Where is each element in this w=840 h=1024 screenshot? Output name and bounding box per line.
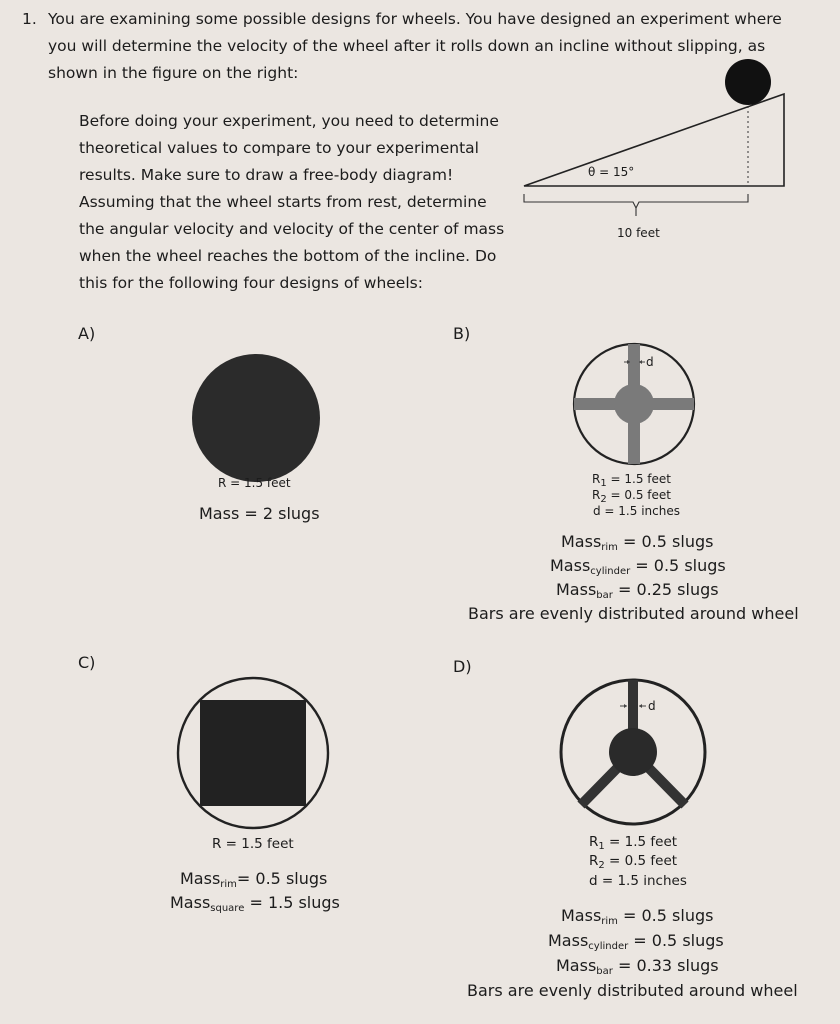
problem-number: 1.: [22, 10, 37, 28]
wheel-d-mass-cylinder: Mass$_{cylinder}$ = 0.5 slugs: [548, 931, 724, 952]
wheel-d-r1: $R_1 = 1.5$ feet: [589, 834, 678, 852]
wheel-b-mass-cylinder: Mass$_{cylinder}$ = 0.5 slugs: [550, 556, 726, 577]
wheel-c-mass-square: Mass$_{square}$ = 1.5 slugs: [170, 893, 340, 914]
wheel-d-r2: $R_2 = 0.5$ feet: [589, 853, 678, 871]
para-line: this for the following four designs of wheels:: [79, 274, 423, 292]
length-label: 10 feet: [617, 226, 660, 240]
wheel-c-letter: C): [78, 653, 96, 672]
wheel-a-letter: A): [78, 324, 96, 343]
wheel-b-mass-rim: Mass$_{rim}$ = 0.5 slugs: [561, 532, 714, 553]
wheel-b-d-label: d: [646, 355, 654, 369]
wheel-c-mass-rim: Mass$_{rim}$= 0.5 slugs: [180, 869, 328, 890]
wheel-d-letter: D): [453, 657, 472, 676]
wheel-d-cylinder: [609, 728, 657, 776]
wheel-b-mass-bar: Mass$_{bar}$ = 0.25 slugs: [556, 580, 719, 601]
wheel-b-note: Bars are evenly distributed around wheel: [468, 604, 799, 623]
wheel-a-mass: Mass = 2 slugs: [199, 504, 320, 523]
wheel-d-note: Bars are evenly distributed around wheel: [467, 981, 798, 1000]
wheel-b-r2: $R_2 = 0.5$ feet: [592, 488, 671, 505]
intro-line-1: You are examining some possible designs for wheels. You have designed an experiment where: [48, 10, 782, 28]
para-line: when the wheel reaches the bottom of the incline. Do: [79, 247, 497, 265]
para-line: results. Make sure to draw a free-body diagram!: [79, 166, 454, 184]
wheel-b-letter: B): [453, 324, 471, 343]
wheel-a-radius: R = 1.5 feet: [218, 476, 291, 490]
wheel-d-mass-bar: Mass$_{bar}$ = 0.33 slugs: [556, 956, 719, 977]
intro-line-2: you will determine the velocity of the wheel after it rolls down an incline without slipping, as: [48, 37, 766, 55]
wheel-d-d-label: d: [648, 699, 656, 713]
angle-label: θ = 15°: [588, 165, 635, 179]
para-line: Assuming that the wheel starts from rest, determine: [79, 193, 487, 211]
para-line: theoretical values to compare to your experimental: [79, 139, 479, 157]
wheel-d-d-value: d = 1.5 inches: [589, 873, 687, 889]
intro-line-3: shown in the figure on the right:: [48, 64, 299, 82]
para-line: the angular velocity and velocity of the center of mass: [79, 220, 505, 238]
wheel-b-d-value: d = 1.5 inches: [593, 504, 680, 518]
wheel-b-r1: $R_1 = 1.5$ feet: [592, 472, 671, 489]
para-line: Before doing your experiment, you need to determine: [79, 112, 499, 130]
wheel-d-mass-rim: Mass$_{rim}$ = 0.5 slugs: [561, 906, 714, 927]
wheel-c-radius: R = 1.5 feet: [212, 836, 294, 852]
